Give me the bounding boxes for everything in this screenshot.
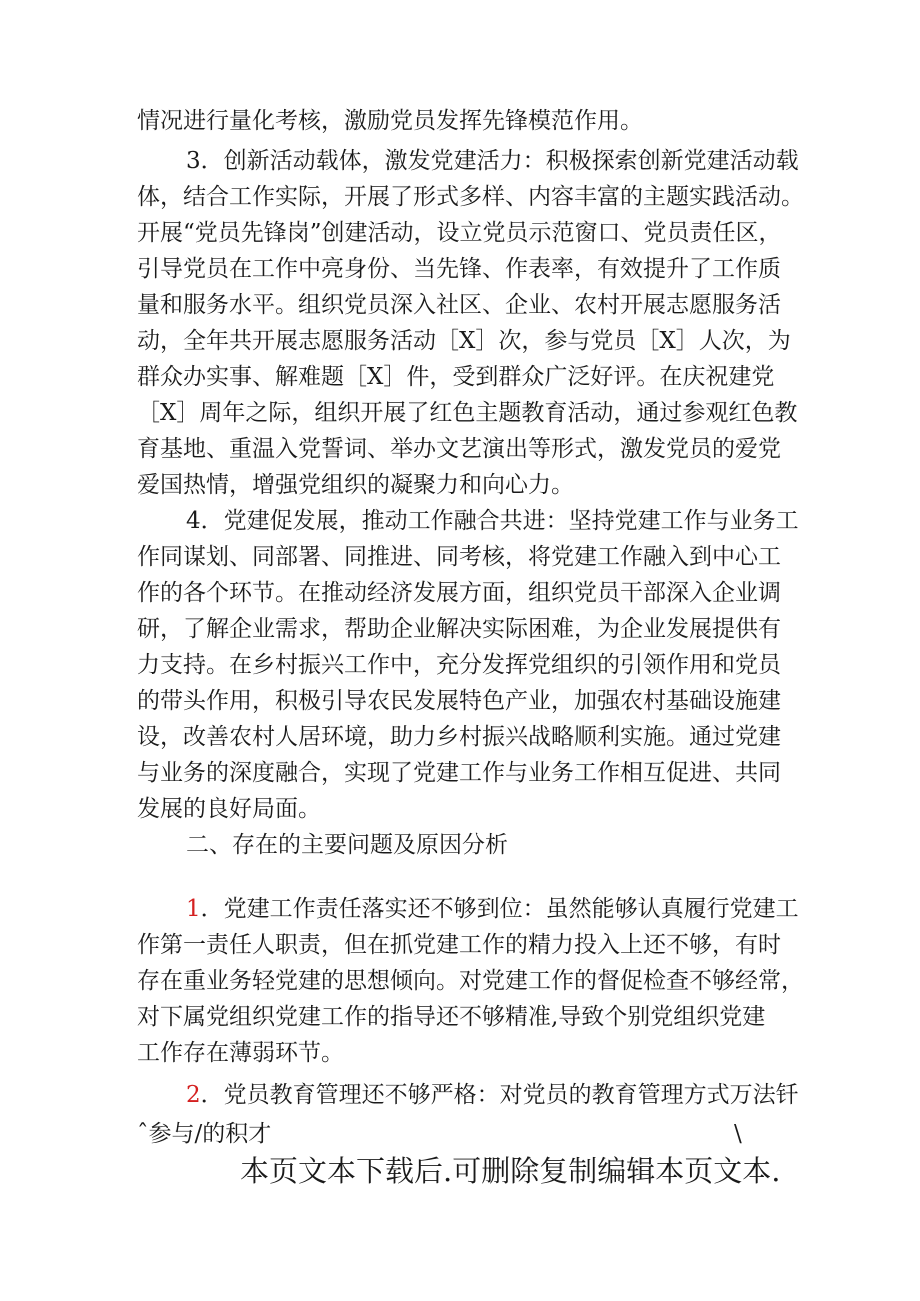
paragraph-line: 量和服务水平。组织党员深入社区、企业、农村开展志愿服务活 — [137, 292, 781, 318]
paragraph-line: ［X］周年之际，组织开展了红色主题教育活动，通过参观红色教 — [137, 400, 798, 426]
paragraph-line: 存在重业务轻党建的思想倾向。对党建工作的督促检查不够经常， — [137, 968, 804, 994]
paragraph-line: 引导党员在工作中亮身份、当先锋、作表率，有效提升了工作质 — [137, 256, 781, 282]
paragraph-line: 开展“党员先锋岗”创建活动，设立党员示范窗口、党员责任区， — [137, 220, 782, 246]
item-text: ．党员教育管理还不够严格：对党员的教育管理方式万法钎 — [200, 1082, 799, 1108]
problem-item-1 — [186, 893, 799, 925]
paragraph-line: 的带头作用，积极引导农民发展特色产业，加强农村基础设施建 — [137, 688, 781, 714]
paragraph-line: 爱国热情，增强党组织的凝聚力和向心力。 — [137, 472, 574, 498]
paragraph-line: 体，结合工作实际，开展了形式多样、内容丰富的主题实践活动。 — [137, 184, 804, 210]
section-heading: 二、存在的主要问题及原因分析 — [186, 832, 508, 858]
item-text: ．党建工作责任落实还不够到位：虽然能够认真履行党建工 — [200, 896, 799, 922]
paragraph-line: 群众办实事、解难题［X］件，受到群众广泛好评。在庆祝建党 — [137, 364, 775, 390]
paragraph-line: 情况进行量化考核，激励党员发挥先锋模范作用。 — [137, 108, 643, 134]
problem-item-2 — [186, 1079, 799, 1111]
paragraph-line: 作第一责任人职责，但在抓党建工作的精力投入上还不够，有时 — [137, 932, 781, 958]
item-number: 1 — [186, 896, 201, 922]
paragraph-line: 4．党建促发展，推动工作融合共进：坚持党建工作与业务工 — [186, 508, 799, 534]
paragraph-line: 研，了解企业需求，帮助企业解决实际困难，为企业发展提供有 — [137, 616, 781, 642]
garbled-mark: \ — [734, 1121, 742, 1147]
paragraph-line: 作同谋划、同部署、同推进、同考核，将党建工作融入到中心工 — [137, 544, 781, 570]
paragraph-line: 与业务的深度融合，实现了党建工作与业务工作相互促进、共同 — [137, 760, 781, 786]
item-number: 2 — [186, 1082, 201, 1108]
paragraph-line: 动，全年共开展志愿服务活动［X］次，参与党员［X］人次，为 — [137, 328, 791, 354]
paragraph-line: 工作存在薄弱环节。 — [137, 1040, 344, 1066]
garbled-fragment: ˆ参与/的积才 — [137, 1121, 272, 1147]
paragraph-line: 作的各个环节。在推动经济发展方面，组织党员干部深入企业调 — [137, 580, 781, 606]
paragraph-line: 发展的良好局面。 — [137, 796, 321, 822]
paragraph-line: 育基地、重温入党誓词、举办文艺演出等形式，激发党员的爱党 — [137, 436, 781, 462]
paragraph-line: 对下属党组织党建工作的指导还不够精准,导致个别党组织党建 — [137, 1004, 766, 1030]
download-notice: 本页文本下载后.可删除复制编辑本页文本. — [240, 1154, 781, 1188]
paragraph-line: 设，改善农村人居环境，助力乡村振兴战略顺利实施。通过党建 — [137, 724, 781, 750]
paragraph-line: 力支持。在乡村振兴工作中，充分发挥党组织的引领作用和党员 — [137, 652, 781, 678]
paragraph-line: 3．创新活动载体，激发党建活力：积极探索创新党建活动载 — [186, 148, 799, 174]
